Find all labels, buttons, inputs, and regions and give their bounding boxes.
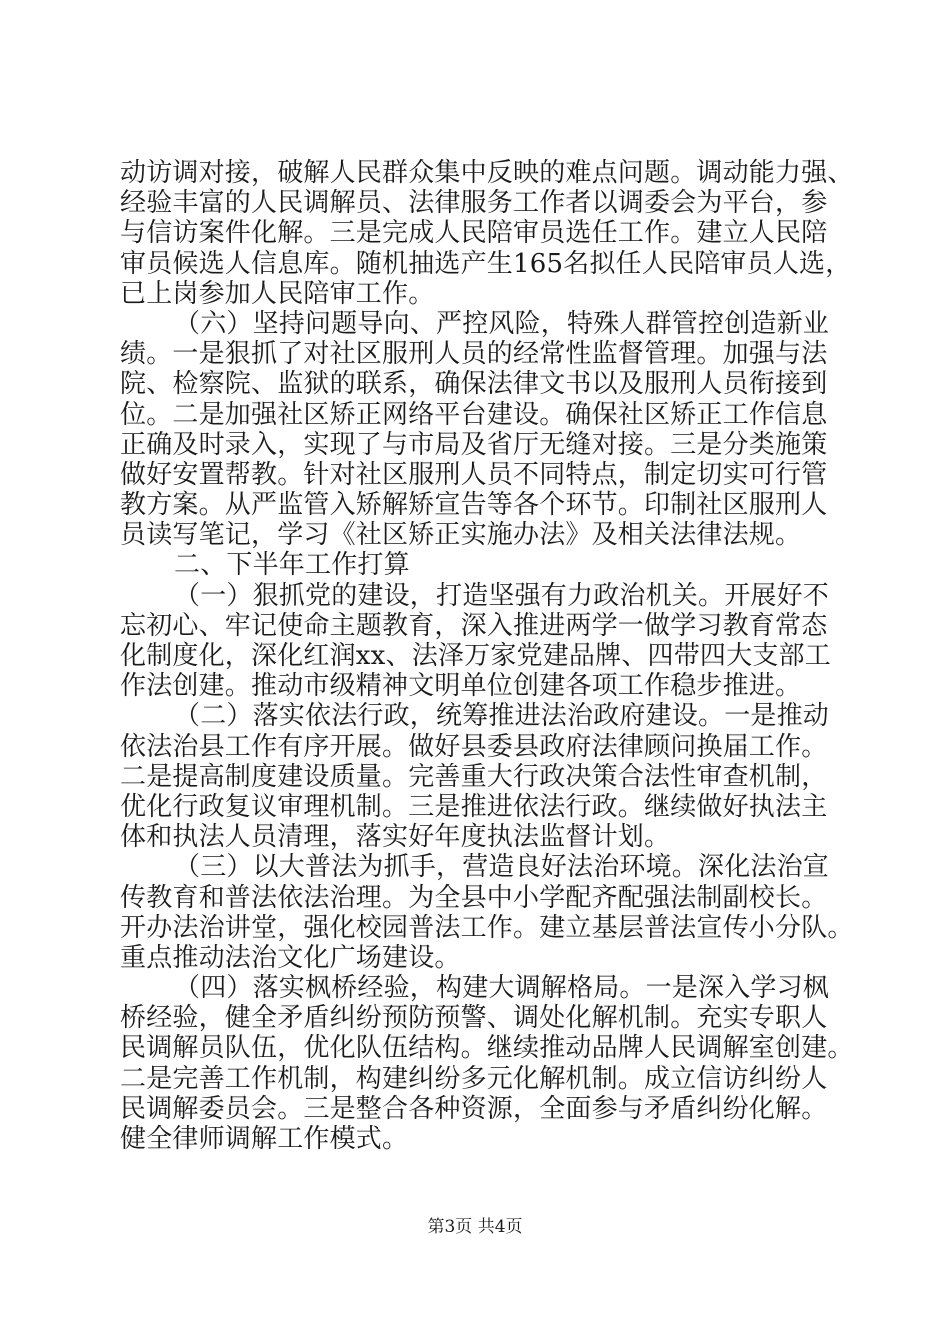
document-body	[120, 158, 854, 1154]
text-line: 优化行政复议审理机制。三是推进依法行政。继续做好执法主	[120, 791, 828, 822]
page-footer: 第3页 共4页	[427, 1217, 523, 1237]
text-line: 做好安置帮教。针对社区服刑人员不同特点，制定切实可行管	[120, 459, 828, 490]
text-line: 审员候选人信息库。随机抽选产生165名拟任人民陪审员人选，	[120, 248, 852, 279]
text-line: （一）狠抓党的建设，打造坚强有力政治机关。开展好不	[174, 580, 830, 611]
text-line: （六）坚持问题导向、严控风险，特殊人群管控创造新业	[174, 308, 830, 339]
text-line: 院、检察院、监狱的联系，确保法律文书以及服刑人员衔接到	[120, 369, 828, 400]
text-line: （四）落实枫桥经验，构建大调解格局。一是深入学习枫	[174, 973, 830, 1004]
text-line: 位。二是加强社区矫正网络平台建设。确保社区矫正工作信息	[120, 399, 828, 430]
text-line: 健全律师调解工作模式。	[120, 1124, 409, 1154]
text-line: 重点推动法治文化广场建设。	[120, 942, 461, 973]
text-line: 教方案。从严监管入矫解矫宣告等各个环节。印制社区服刑人	[120, 490, 828, 521]
text-line: 动访调对接，破解人民群众集中反映的难点问题。调动能力强、	[120, 158, 854, 188]
text-line: 民调解员队伍，优化队伍结构。继续推动品牌人民调解室创建。	[120, 1033, 854, 1064]
text-line: 化制度化，深化红润xx、法泽万家党建品牌、四带四大支部工	[120, 641, 831, 671]
text-line: 二是提高制度建设质量。完善重大行政决策合法性审查机制，	[120, 761, 828, 792]
text-line: （二）落实依法行政，统筹推进法治政府建设。一是推动	[174, 701, 830, 732]
text-line: 体和执法人员清理，落实好年度执法监督计划。	[120, 822, 671, 853]
text-line: 忘初心、牢记使命主题教育，深入推进两学一做学习教育常态	[120, 610, 828, 641]
text-line: 经验丰富的人民调解员、法律服务工作者以调委会为平台，参	[120, 188, 828, 219]
text-line: 正确及时录入，实现了与市局及省厅无缝对接。三是分类施策	[120, 429, 828, 460]
text-line: 二是完善工作机制，构建纠纷多元化解机制。成立信访纠纷人	[120, 1063, 828, 1094]
text-line: 与信访案件化解。三是完成人民陪审员选任工作。建立人民陪	[120, 218, 828, 249]
text-line: 二、下半年工作打算	[174, 550, 410, 581]
text-line: 桥经验，健全矛盾纠纷预防预警、调处化解机制。充实专职人	[120, 1003, 828, 1034]
text-line: 员读写笔记，学习《社区矫正实施办法》及相关法律法规。	[120, 520, 802, 551]
text-line: 作法创建。推动市级精神文明单位创建各项工作稳步推进。	[120, 671, 802, 702]
text-line: 依法治县工作有序开展。做好县委县政府法律顾问换届工作。	[120, 731, 828, 762]
text-line: 绩。一是狠抓了对社区服刑人员的经常性监督管理。加强与法	[120, 339, 828, 370]
text-line: 民调解委员会。三是整合各种资源，全面参与矛盾纠纷化解。	[120, 1093, 828, 1124]
text-line: 开办法治讲堂，强化校园普法工作。建立基层普法宣传小分队。	[120, 912, 854, 943]
text-line: 已上岗参加人民陪审工作。	[120, 278, 435, 309]
text-line: 传教育和普法依法治理。为全县中小学配齐配强法制副校长。	[120, 882, 828, 913]
text-line: （三）以大普法为抓手，营造良好法治环境。深化法治宣	[174, 852, 830, 883]
